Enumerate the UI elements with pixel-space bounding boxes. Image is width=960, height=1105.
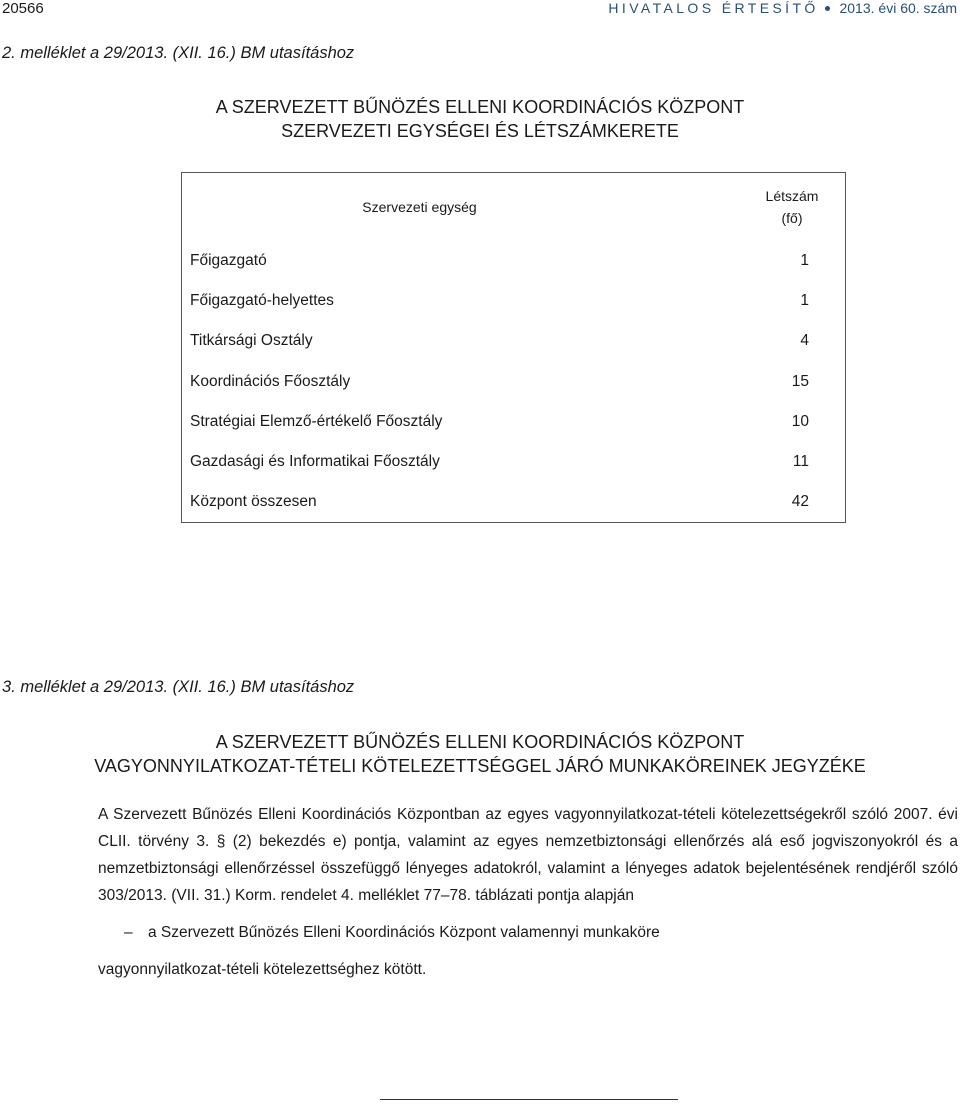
journal-title: HIVATALOS ÉRTESÍTŐ <box>608 0 819 16</box>
unit-count: 1 <box>800 292 809 310</box>
table-row-total <box>182 482 846 522</box>
column-header-count <box>739 173 846 241</box>
bullet-dot-icon <box>825 6 830 11</box>
annex2-title-line1: A SZERVEZETT BŰNÖZÉS ELLENI KOORDINÁCIÓS KÖZPONT <box>215 97 745 117</box>
unit-name: Központ összesen <box>190 493 317 511</box>
annex2-title-line2: SZERVEZETI EGYSÉGEI ÉS LÉTSZÁMKERETE <box>281 121 679 141</box>
annex2-title <box>0 95 960 143</box>
table-header-row <box>182 173 846 241</box>
annex3-closing: vagyonnyilatkozat-tételi kötelezettséghez kötött. <box>98 961 427 978</box>
column-header-count-line2: (fő) <box>781 209 803 226</box>
annex3-paragraph: A Szervezett Bűnözés Elleni Koordinációs Központban az egyes vagyonnyilatkozat-tételi kötelezettségekről szóló 2007. évi CLII. törvény 3. § (2) bekezdés e) pontja, valamint az egyes nemzetbiztonsági ellenőrzés alá eső jogviszonyokról és a nemzetbiztonsági ellenőrzéssel összefüggő lényeges adatokról, valamint a lényeges adatok bejelentésének rendjéről szóló 303/2013. (VII. 31.) Korm. rendelet 4. melléklet 77–78. táblázati pontja alapján <box>98 806 958 904</box>
table-row <box>182 321 846 361</box>
unit-name: Főigazgató-helyettes <box>190 292 334 310</box>
unit-count: 10 <box>791 412 809 430</box>
unit-name: Gazdasági és Informatikai Főosztály <box>190 453 440 471</box>
annex2-label: 2. melléklet a 29/2013. (XII. 16.) BM utasításhoz <box>2 44 355 62</box>
column-header-unit: Szervezeti egység <box>362 198 477 215</box>
unit-count: 4 <box>800 332 809 350</box>
page-number: 20566 <box>2 0 44 17</box>
table-row <box>182 402 846 442</box>
annex3-title <box>0 730 960 778</box>
issue-number: 2013. évi 60. szám <box>839 0 957 16</box>
table-row <box>182 281 846 321</box>
unit-count: 42 <box>791 493 809 511</box>
column-header-count-line1: Létszám <box>765 187 819 204</box>
unit-count: 11 <box>792 453 809 471</box>
footer-divider <box>380 1099 678 1100</box>
annex3-bullet-text: a Szervezett Bűnözés Elleni Koordinációs Központ valamennyi munkaköre <box>148 924 660 941</box>
table-row <box>182 442 846 482</box>
unit-name: Koordinációs Főosztály <box>190 372 351 390</box>
staffing-table <box>181 172 846 523</box>
unit-name: Stratégiai Elemző-értékelő Főosztály <box>190 412 443 430</box>
annex3-title-line1: A SZERVEZETT BŰNÖZÉS ELLENI KOORDINÁCIÓS KÖZPONT <box>215 732 745 752</box>
table-row <box>182 362 846 402</box>
annex3-label: 3. melléklet a 29/2013. (XII. 16.) BM utasításhoz <box>2 678 355 696</box>
unit-count: 15 <box>791 372 809 390</box>
unit-count: 1 <box>800 252 809 269</box>
annex3-bullet <box>124 924 660 942</box>
table-row <box>182 241 846 281</box>
unit-name: Titkársági Osztály <box>190 332 313 350</box>
annex3-title-line2: VAGYONNYILATKOZAT-TÉTELI KÖTELEZETTSÉGGEL JÁRÓ MUNKAKÖREINEK JEGYZÉKE <box>94 756 866 776</box>
unit-name: Főigazgató <box>190 252 267 269</box>
running-header <box>608 0 957 16</box>
dash-bullet: – <box>124 924 133 941</box>
